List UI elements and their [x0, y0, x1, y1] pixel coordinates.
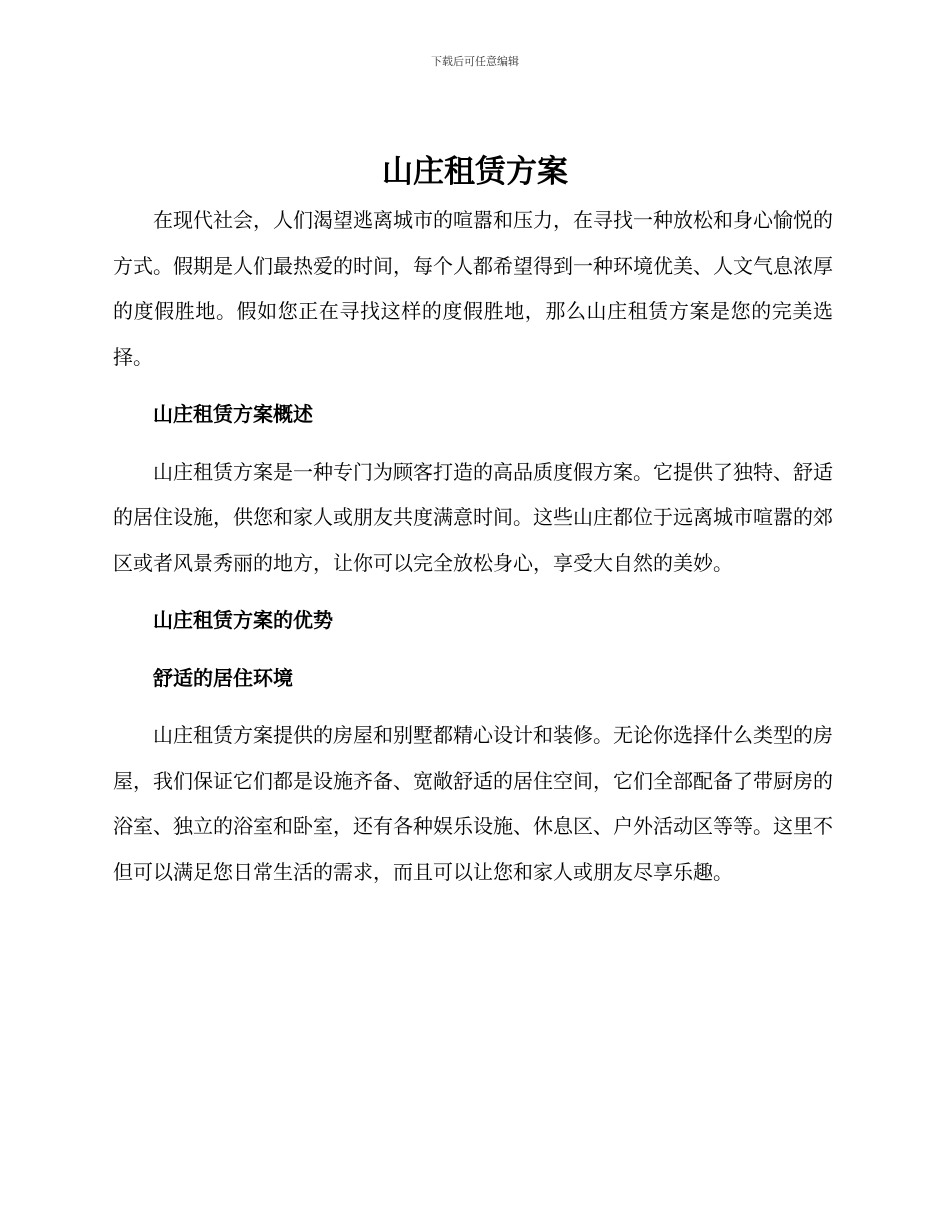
- document-body: [113, 198, 833, 907]
- comfort-paragraph: 山庄租赁方案提供的房屋和别墅都精心设计和装修。无论你选择什么类型的房屋，我们保证它们都是设施齐备、宽敞舒适的居住空间，它们全部配备了带厨房的浴室、独立的浴室和卧室，还有各种娱乐设施、休息区、户外活动区等等。这里不但可以满足您日常生活的需求，而且可以让您和家人或朋友尽享乐趣。: [113, 723, 833, 884]
- section-heading-overview: 山庄租赁方案概述: [153, 402, 313, 426]
- subsection-heading-comfort: 舒适的居住环境: [153, 665, 293, 690]
- section-heading-advantages: 山庄租赁方案的优势: [153, 608, 333, 632]
- intro-paragraph: 在现代社会，人们渴望逃离城市的喧嚣和压力，在寻找一种放松和身心愉悦的方式。假期是人们最热爱的时间，每个人都希望得到一种环境优美、人文气息浓厚的度假胜地。假如您正在寻找这样的度假胜地，那么山庄租赁方案是您的完美选择。: [113, 208, 833, 369]
- document-title: 山庄租赁方案: [382, 154, 568, 190]
- overview-paragraph: 山庄租赁方案是一种专门为顾客打造的高品质度假方案。它提供了独特、舒适的居住设施，供您和家人或朋友共度满意时间。这些山庄都位于远离城市喧嚣的郊区或者风景秀丽的地方，让你可以完全放松身心，享受大自然的美妙。: [113, 459, 833, 575]
- page-header: 下载后可任意编辑: [431, 55, 519, 68]
